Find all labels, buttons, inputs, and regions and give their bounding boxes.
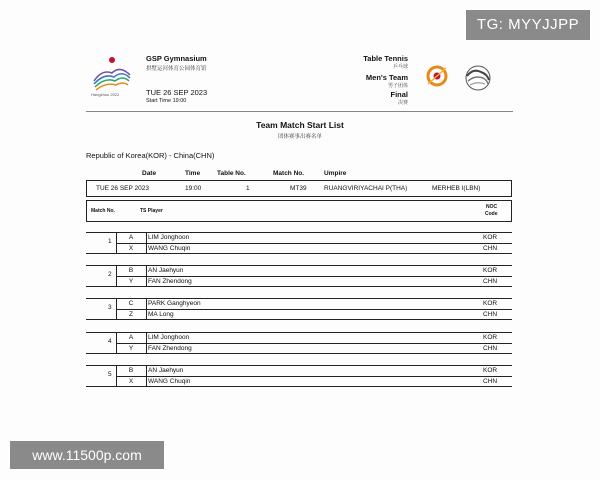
match-number: 4 <box>108 338 112 345</box>
noc-code: CHN <box>483 244 498 252</box>
match-number: 2 <box>108 271 112 278</box>
player-name: FAN Zhendong <box>148 344 192 352</box>
venue-block <box>146 54 207 72</box>
header-divider <box>86 111 513 112</box>
players-header-match-no: Match No. <box>91 208 115 214</box>
noc-code: CHN <box>483 344 498 352</box>
noc-code: KOR <box>483 300 498 307</box>
noc-code: KOR <box>483 234 498 241</box>
player-name: LIM Jonghoon <box>148 334 190 341</box>
noc-code: CHN <box>483 310 498 318</box>
document-title-cn: 团体赛事出赛名单 <box>277 134 322 140</box>
noc-code: CHN <box>483 377 498 385</box>
sponsor-logo-icon <box>424 64 450 88</box>
event-name: Men's Team <box>365 73 408 82</box>
team-position: A <box>128 334 134 341</box>
info-header-date: Date <box>142 170 157 177</box>
match-group-3 <box>86 298 512 320</box>
noc-code: KOR <box>483 267 498 274</box>
noc-code: CHN <box>483 277 498 285</box>
document-title: Team Match Start List <box>256 120 344 130</box>
info-header-time: Time <box>185 170 201 177</box>
info-header-umpire: Umpire <box>324 170 347 177</box>
player-name: AN Jaehyun <box>148 267 184 274</box>
team-position: X <box>128 377 134 385</box>
team-position: C <box>128 300 134 307</box>
match-group-4 <box>86 332 512 354</box>
player-name: FAN Zhendong <box>148 277 192 285</box>
info-time: 19:00 <box>185 185 202 192</box>
match-number: 5 <box>108 371 112 378</box>
players-header-ts-player: TS Player <box>140 208 163 214</box>
table-tennis-logo-icon <box>461 64 495 92</box>
header-date: TUE 26 SEP 2023 <box>146 88 208 97</box>
match-group-1 <box>86 232 512 254</box>
player-name: AN Jaehyun <box>148 367 184 374</box>
noc-code: KOR <box>483 334 498 341</box>
player-name: WANG Chuqin <box>148 244 191 252</box>
players-header-code: Code <box>485 211 498 217</box>
venue-name-cn: 拱墅运河体育公园体育馆 <box>146 66 207 72</box>
match-number: 3 <box>108 304 112 311</box>
player-name: LIM Jonghoon <box>148 234 190 241</box>
team-position: Y <box>128 344 134 352</box>
team-position: A <box>128 234 134 241</box>
venue-name: GSP Gymnasium <box>146 54 207 63</box>
event-name-cn: 男子团体 <box>387 83 408 89</box>
team-position: Y <box>128 277 134 285</box>
info-header-match: Match No. <box>273 170 305 177</box>
event-block <box>363 54 408 106</box>
matchup-text: Republic of Korea(KOR) - China(CHN) <box>86 151 215 160</box>
team-position: B <box>128 267 134 274</box>
info-table-no: 1 <box>246 185 250 192</box>
sport-name-cn: 乒乓球 <box>392 64 408 70</box>
info-date: TUE 26 SEP 2023 <box>96 185 149 192</box>
watermark-top: TG: MYYJJPP <box>466 10 590 40</box>
logo-caption: Hangzhou 2022 <box>91 92 120 97</box>
player-name: PARK Ganghyeon <box>148 300 201 307</box>
match-group-2 <box>86 265 512 287</box>
team-position: X <box>128 244 134 252</box>
phase-name-cn: 决赛 <box>397 100 408 106</box>
match-group-5 <box>86 365 512 387</box>
team-position: B <box>128 367 134 374</box>
match-number: 1 <box>108 238 112 245</box>
info-match-no: MT39 <box>290 185 307 192</box>
watermark-bottom: www.11500p.com <box>10 441 164 469</box>
info-header-table: Table No. <box>217 170 246 177</box>
team-position: Z <box>129 310 133 318</box>
players-header-noc: NOC <box>486 204 498 210</box>
info-umpire-2: MERHEB I(LBN) <box>432 185 481 192</box>
noc-code: KOR <box>483 367 498 374</box>
sport-name: Table Tennis <box>363 54 408 63</box>
player-name: WANG Chuqin <box>148 377 191 385</box>
phase-name: Final <box>390 90 408 99</box>
player-name: MA Long <box>148 310 174 318</box>
date-block <box>146 88 207 104</box>
info-umpire-1: RUANGVIRIYACHAI P(THA) <box>324 185 408 192</box>
header-start-time: Start Time 19:00 <box>146 98 187 104</box>
